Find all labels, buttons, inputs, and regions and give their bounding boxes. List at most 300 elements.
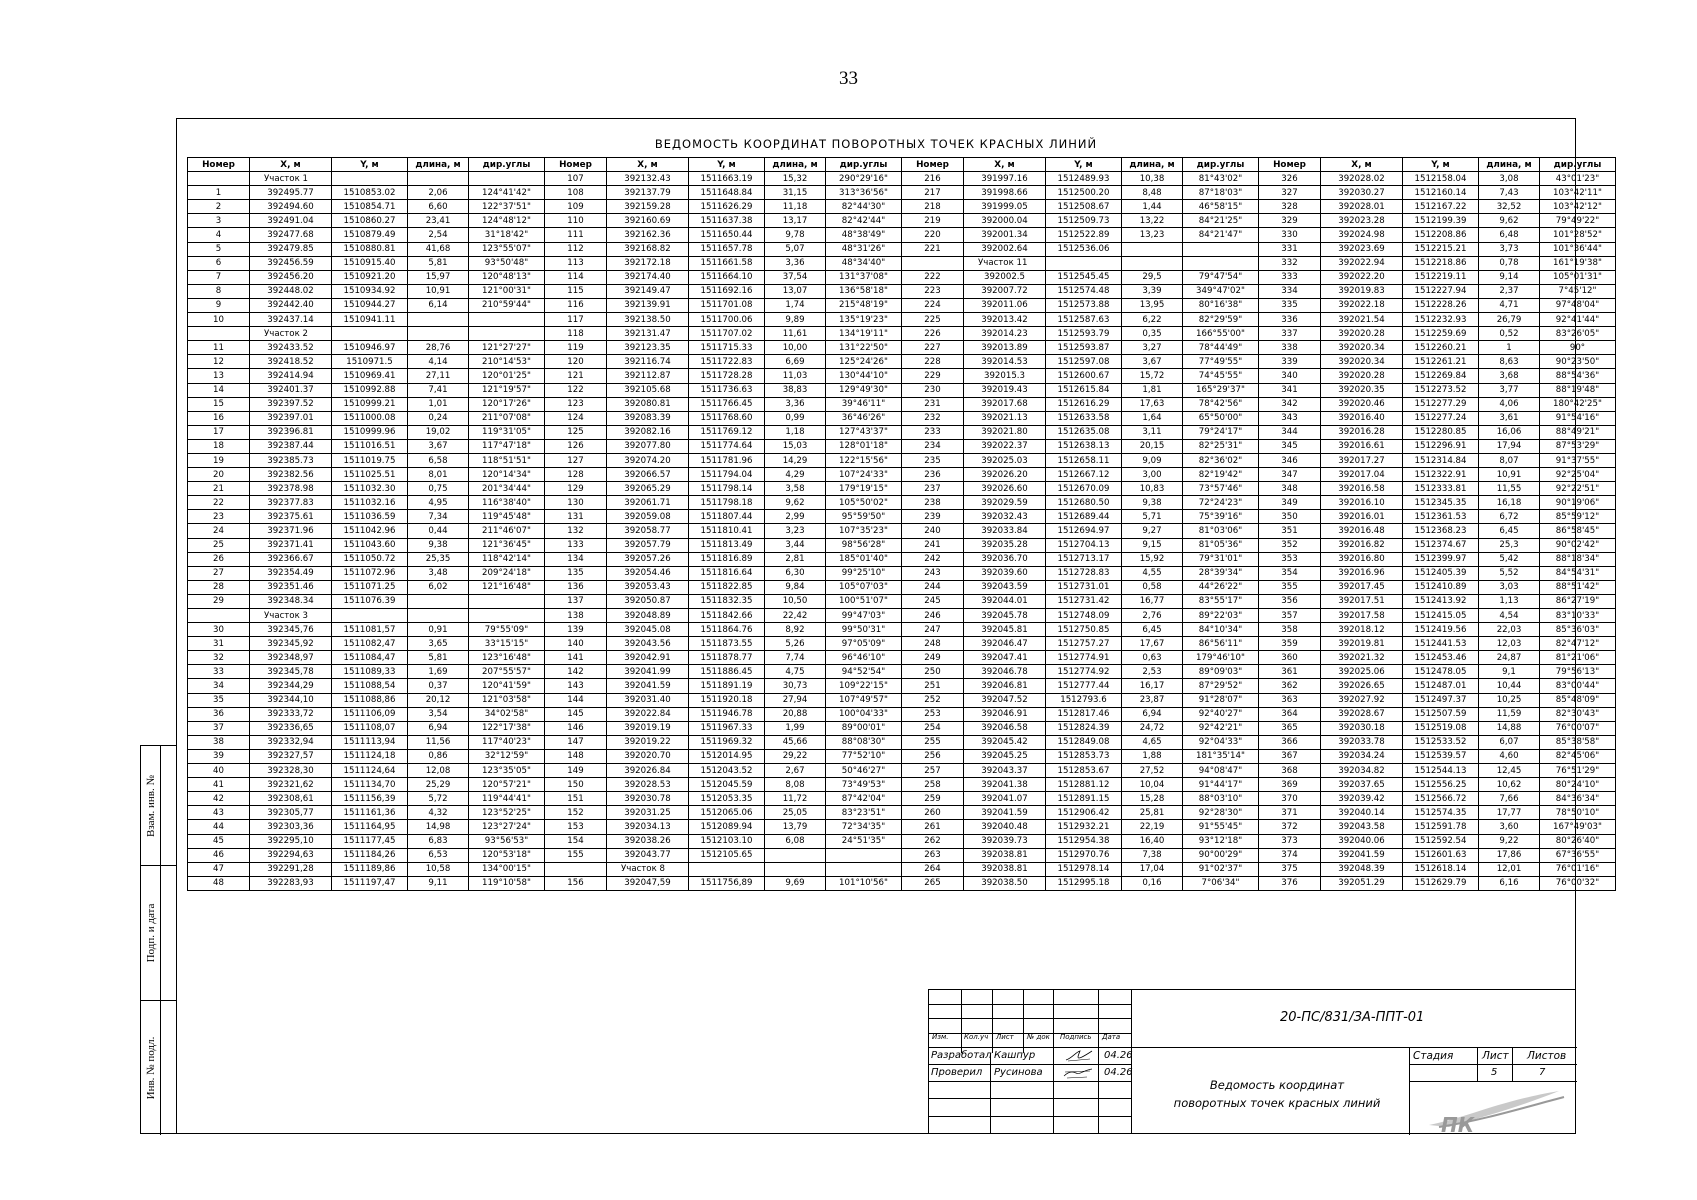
- table-cell: 1512277.24: [1403, 411, 1479, 425]
- table-cell: 1512053.35: [689, 792, 765, 806]
- table-cell: 1511113,94: [332, 735, 408, 749]
- table-cell: 87°42'04": [826, 792, 902, 806]
- table-cell: 392456.20: [250, 270, 332, 284]
- table-cell: 392396.81: [250, 425, 332, 439]
- table-cell: [1122, 256, 1183, 270]
- column-header: Номер: [188, 158, 250, 172]
- table-cell: 1,18: [765, 425, 826, 439]
- table-cell: 108: [545, 186, 607, 200]
- table-cell: 392017.04: [1321, 468, 1403, 482]
- table-row: [188, 172, 1616, 186]
- table-cell: 34: [188, 679, 250, 693]
- table-cell: 88°08'30": [826, 735, 902, 749]
- table-cell: 1512227.94: [1403, 284, 1479, 298]
- table-cell: 238: [902, 496, 964, 510]
- table-cell: 392495.77: [250, 186, 332, 200]
- table-cell: 392047.52: [964, 693, 1046, 707]
- table-cell: 375: [1259, 862, 1321, 876]
- table-row: [188, 665, 1616, 679]
- table-cell: 1512591.78: [1403, 820, 1479, 834]
- table-cell: 237: [902, 482, 964, 496]
- table-cell: 1,64: [1122, 411, 1183, 425]
- table-cell: 107°49'57": [826, 693, 902, 707]
- table-row: [188, 496, 1616, 510]
- table-cell: 231: [902, 397, 964, 411]
- table-cell: 25,35: [408, 552, 469, 566]
- table-cell: 4,75: [765, 665, 826, 679]
- table-cell: 252: [902, 693, 964, 707]
- table-cell: 392021.32: [1321, 651, 1403, 665]
- table-cell: 6,94: [1122, 707, 1183, 721]
- table-cell: 1512259.69: [1403, 327, 1479, 341]
- table-cell: 75°39'16": [1183, 510, 1259, 524]
- table-cell: 7°06'34": [1183, 876, 1259, 890]
- table-cell: 392034.13: [607, 820, 689, 834]
- table-cell: 11,72: [765, 792, 826, 806]
- table-cell: 15: [188, 397, 250, 411]
- table-cell: 123°16'48": [469, 651, 545, 665]
- table-cell: 1512629.79: [1403, 876, 1479, 890]
- table-cell: 179°46'10": [1183, 651, 1259, 665]
- column-header: дир.углы: [469, 158, 545, 172]
- table-cell: 119°45'48": [469, 510, 545, 524]
- table-cell: 1511084,47: [332, 651, 408, 665]
- table-cell: 145: [545, 707, 607, 721]
- table-cell: [408, 327, 469, 341]
- list-value: 5: [1491, 1067, 1498, 1078]
- table-cell: 79°47'54": [1183, 270, 1259, 284]
- table-cell: 392028.01: [1321, 200, 1403, 214]
- table-cell: 79°31'01": [1183, 552, 1259, 566]
- table-cell: 7°45'12": [1540, 284, 1616, 298]
- table-row: [188, 806, 1616, 820]
- table-cell: 1512277.29: [1403, 397, 1479, 411]
- table-cell: 112: [545, 242, 607, 256]
- table-cell: 1511648.84: [689, 186, 765, 200]
- table-cell: 340: [1259, 369, 1321, 383]
- table-cell: 1511701.08: [689, 298, 765, 312]
- table-cell: 80°16'38": [1183, 298, 1259, 312]
- table-cell: 4,55: [1122, 566, 1183, 580]
- table-cell: 392026.20: [964, 468, 1046, 482]
- table-cell: 392041.59: [607, 679, 689, 693]
- table-cell: 29: [188, 594, 250, 608]
- table-cell: 350: [1259, 510, 1321, 524]
- table-row: [188, 214, 1616, 228]
- table-cell: 90°19'06": [1540, 496, 1616, 510]
- table-cell: 392054.46: [607, 566, 689, 580]
- table-cell: 17,86: [1479, 848, 1540, 862]
- table-cell: 92°04'33": [1183, 735, 1259, 749]
- table-cell: 392437.14: [250, 313, 332, 327]
- table-cell: 90°: [1540, 341, 1616, 355]
- table-cell: 392031.25: [607, 806, 689, 820]
- table-cell: 392045.81: [964, 623, 1046, 637]
- table-cell: 17,67: [1122, 637, 1183, 651]
- table-cell: 1512103.10: [689, 834, 765, 848]
- table-cell: 1511089,33: [332, 665, 408, 679]
- table-cell: 313°36'56": [826, 186, 902, 200]
- table-cell: 220: [902, 228, 964, 242]
- table-cell: 91°55'45": [1183, 820, 1259, 834]
- table-cell: 48: [188, 876, 250, 890]
- table-cell: 1512065.06: [689, 806, 765, 820]
- table-cell: 392031.40: [607, 693, 689, 707]
- table-cell: 8,92: [765, 623, 826, 637]
- table-cell: 392025.06: [1321, 665, 1403, 679]
- table-cell: 392041.99: [607, 665, 689, 679]
- table-cell: 392057.26: [607, 552, 689, 566]
- table-cell: 1512881.12: [1046, 778, 1122, 792]
- table-cell: 392016.58: [1321, 482, 1403, 496]
- table-cell: 392397.52: [250, 397, 332, 411]
- table-cell: 3,65: [408, 637, 469, 651]
- table-cell: 22: [188, 496, 250, 510]
- table-cell: 1512635.08: [1046, 425, 1122, 439]
- table-cell: 1,99: [765, 721, 826, 735]
- table-cell: 1511134,70: [332, 778, 408, 792]
- table-cell: 91°54'16": [1540, 411, 1616, 425]
- table-cell: 1511807.44: [689, 510, 765, 524]
- table-cell: [408, 594, 469, 608]
- table-cell: 3,11: [1122, 425, 1183, 439]
- table-cell: 260: [902, 806, 964, 820]
- table-cell: 392077.80: [607, 439, 689, 453]
- table-cell: 4,60: [1479, 749, 1540, 763]
- table-cell: 1511768.60: [689, 411, 765, 425]
- table-cell: 116: [545, 298, 607, 312]
- table-cell: 1511756,89: [689, 876, 765, 890]
- table-cell: 105°01'31": [1540, 270, 1616, 284]
- name-developer: Кашпур: [994, 1050, 1036, 1061]
- table-cell: 1512273.52: [1403, 383, 1479, 397]
- table-cell: 85°38'58": [1540, 735, 1616, 749]
- column-header: длина, м: [765, 158, 826, 172]
- table-cell: 14: [188, 383, 250, 397]
- table-cell: 124°48'12": [469, 214, 545, 228]
- col-izm: Изм.: [932, 1033, 949, 1041]
- table-cell: 22,42: [765, 609, 826, 623]
- table-cell: 121°00'31": [469, 284, 545, 298]
- table-cell: 392048.39: [1321, 862, 1403, 876]
- table-cell: 39: [188, 749, 250, 763]
- table-row: [188, 355, 1616, 369]
- table-cell: 93°12'18": [1183, 834, 1259, 848]
- table-cell: 20,12: [408, 693, 469, 707]
- table-cell: 11,18: [765, 200, 826, 214]
- stadia-label: Стадия: [1413, 1050, 1454, 1062]
- table-cell: 6,45: [1122, 623, 1183, 637]
- table-row: [188, 707, 1616, 721]
- table-cell: 392014.53: [964, 355, 1046, 369]
- table-cell: 1511106,09: [332, 707, 408, 721]
- table-cell: 1512849.08: [1046, 735, 1122, 749]
- table-cell: 392020.46: [1321, 397, 1403, 411]
- table-cell: [689, 862, 765, 876]
- table-cell: 392149.47: [607, 284, 689, 298]
- table-cell: 392043.77: [607, 848, 689, 862]
- side-stamp: [140, 745, 176, 1134]
- table-cell: 135: [545, 566, 607, 580]
- table-cell: 5,71: [1122, 510, 1183, 524]
- table-cell: [332, 172, 408, 186]
- table-cell: 36°46'26": [826, 411, 902, 425]
- table-cell: 217: [902, 186, 964, 200]
- table-row: [188, 721, 1616, 735]
- table-cell: 135°19'23": [826, 313, 902, 327]
- table-cell: 371: [1259, 806, 1321, 820]
- table-cell: 4,32: [408, 806, 469, 820]
- table-cell: 331: [1259, 242, 1321, 256]
- table-cell: 82°47'12": [1540, 637, 1616, 651]
- table-cell: 1,01: [408, 397, 469, 411]
- table-cell: 354: [1259, 566, 1321, 580]
- table-cell: 15,92: [1122, 552, 1183, 566]
- table-cell: 3,23: [765, 524, 826, 538]
- table-cell: 121°27'27": [469, 341, 545, 355]
- table-cell: 392162.36: [607, 228, 689, 242]
- table-row: [188, 397, 1616, 411]
- table-cell: 362: [1259, 679, 1321, 693]
- table-cell: 39°46'11": [826, 397, 902, 411]
- table-cell: 357: [1259, 609, 1321, 623]
- table-cell: 81°21'06": [1540, 651, 1616, 665]
- table-cell: Участок 2: [250, 327, 332, 341]
- table-cell: 392074.20: [607, 453, 689, 467]
- table-cell: 79°55'09": [469, 623, 545, 637]
- table-cell: 3,68: [1479, 369, 1540, 383]
- table-cell: 392036.70: [964, 552, 1046, 566]
- table-cell: 1511798.18: [689, 496, 765, 510]
- table-cell: 392046.91: [964, 707, 1046, 721]
- table-cell: 88°54'36": [1540, 369, 1616, 383]
- table-cell: 9,62: [1479, 214, 1540, 228]
- table-cell: 88°51'42": [1540, 580, 1616, 594]
- table-cell: 335: [1259, 298, 1321, 312]
- table-cell: 1512600.67: [1046, 369, 1122, 383]
- table-cell: 1512757.27: [1046, 637, 1122, 651]
- table-cell: 12,03: [1479, 637, 1540, 651]
- table-cell: 392048.89: [607, 609, 689, 623]
- table-cell: 349: [1259, 496, 1321, 510]
- table-cell: 5,52: [1479, 566, 1540, 580]
- table-cell: 3,48: [408, 566, 469, 580]
- table-cell: 392029.59: [964, 496, 1046, 510]
- table-cell: 24,87: [1479, 651, 1540, 665]
- table-cell: 161°19'38": [1540, 256, 1616, 270]
- table-cell: 392021.54: [1321, 313, 1403, 327]
- table-cell: 392017.68: [964, 397, 1046, 411]
- table-cell: 121°03'58": [469, 693, 545, 707]
- table-cell: 12,01: [1479, 862, 1540, 876]
- table-cell: 1512853.73: [1046, 749, 1122, 763]
- table-cell: 5,07: [765, 242, 826, 256]
- table-cell: 251: [902, 679, 964, 693]
- table-cell: 76°00'32": [1540, 876, 1616, 890]
- table-cell: 7: [188, 270, 250, 284]
- table-cell: 24: [188, 524, 250, 538]
- table-cell: 95°59'50": [826, 510, 902, 524]
- table-cell: 223: [902, 284, 964, 298]
- table-cell: 1512314.84: [1403, 453, 1479, 467]
- table-cell: Участок 1: [250, 172, 332, 186]
- table-cell: 392022.18: [1321, 298, 1403, 312]
- table-cell: 1511794.04: [689, 468, 765, 482]
- table-cell: 17: [188, 425, 250, 439]
- page-number: 33: [839, 68, 858, 89]
- table-cell: 10,04: [1122, 778, 1183, 792]
- table-cell: 3,08: [1479, 172, 1540, 186]
- table-cell: 392018.12: [1321, 623, 1403, 637]
- table-cell: 366: [1259, 735, 1321, 749]
- table-cell: 113: [545, 256, 607, 270]
- table-cell: 1511189,86: [332, 862, 408, 876]
- table-cell: 37,54: [765, 270, 826, 284]
- table-cell: 1511798.14: [689, 482, 765, 496]
- table-cell: [826, 862, 902, 876]
- table-cell: 16,77: [1122, 594, 1183, 608]
- table-cell: 123°52'25": [469, 806, 545, 820]
- table-cell: 83°23'51": [826, 806, 902, 820]
- table-cell: 207°55'57": [469, 665, 545, 679]
- table-cell: 130: [545, 496, 607, 510]
- side-label-inv: Инв. № подл.: [144, 1036, 157, 1100]
- table-cell: 8: [188, 284, 250, 298]
- table-cell: 1512322.91: [1403, 468, 1479, 482]
- table-cell: 1512774.91: [1046, 651, 1122, 665]
- table-cell: 392328,30: [250, 764, 332, 778]
- table-cell: 9,38: [1122, 496, 1183, 510]
- table-cell: 73°57'46": [1183, 482, 1259, 496]
- table-cell: 98°56'28": [826, 538, 902, 552]
- table-cell: 1511967.33: [689, 721, 765, 735]
- table-cell: 341: [1259, 383, 1321, 397]
- table-cell: 392011.06: [964, 298, 1046, 312]
- table-cell: 1511124,64: [332, 764, 408, 778]
- table-cell: 81°43'02": [1183, 172, 1259, 186]
- table-cell: 392045.42: [964, 735, 1046, 749]
- table-cell: Участок 11: [964, 256, 1046, 270]
- table-cell: 1512199.39: [1403, 214, 1479, 228]
- table-cell: 392397.01: [250, 411, 332, 425]
- table-cell: 1512167.22: [1403, 200, 1479, 214]
- table-cell: 3,44: [765, 538, 826, 552]
- table-cell: 392045.25: [964, 749, 1046, 763]
- table-cell: 392043.58: [1321, 820, 1403, 834]
- table-cell: 121°36'45": [469, 538, 545, 552]
- table-cell: 392016.96: [1321, 566, 1403, 580]
- table-cell: 149: [545, 764, 607, 778]
- table-cell: 1512616.29: [1046, 397, 1122, 411]
- table-cell: 4,54: [1479, 609, 1540, 623]
- table-cell: 392061.71: [607, 496, 689, 510]
- table-cell: 154: [545, 834, 607, 848]
- table-cell: 5,81: [408, 651, 469, 665]
- table-cell: 1512345.35: [1403, 496, 1479, 510]
- table-cell: 1512158.04: [1403, 172, 1479, 186]
- table-cell: 6,53: [408, 848, 469, 862]
- table-cell: 392038.81: [964, 848, 1046, 862]
- table-cell: 134: [545, 552, 607, 566]
- table-cell: 1510946.97: [332, 341, 408, 355]
- table-cell: 118°51'51": [469, 453, 545, 467]
- table-cell: 360: [1259, 651, 1321, 665]
- table-cell: 392040.06: [1321, 834, 1403, 848]
- table-cell: 392083.39: [607, 411, 689, 425]
- table-cell: 1511016.51: [332, 439, 408, 453]
- table-cell: 1512215.21: [1403, 242, 1479, 256]
- table-cell: 2,06: [408, 186, 469, 200]
- table-cell: [469, 609, 545, 623]
- table-cell: 1511088,86: [332, 693, 408, 707]
- table-cell: 0,99: [765, 411, 826, 425]
- table-cell: 1510969.41: [332, 369, 408, 383]
- table-cell: 9,62: [765, 496, 826, 510]
- table-cell: [1183, 256, 1259, 270]
- table-cell: 23,41: [408, 214, 469, 228]
- table-cell: 233: [902, 425, 964, 439]
- table-cell: 1510880.81: [332, 242, 408, 256]
- table-cell: [469, 172, 545, 186]
- table-cell: 392038.50: [964, 876, 1046, 890]
- table-cell: 0,78: [1479, 256, 1540, 270]
- table-cell: 1512544.13: [1403, 764, 1479, 778]
- table-cell: 1,44: [1122, 200, 1183, 214]
- table-cell: 6,14: [408, 298, 469, 312]
- table-cell: 20: [188, 468, 250, 482]
- table-cell: 392491.04: [250, 214, 332, 228]
- table-cell: 392033.78: [1321, 735, 1403, 749]
- table-cell: 1512970.76: [1046, 848, 1122, 862]
- table-cell: 1511886.45: [689, 665, 765, 679]
- table-cell: 17,63: [1122, 397, 1183, 411]
- table-cell: 80°24'10": [1540, 778, 1616, 792]
- table-cell: 92°41'44": [1540, 313, 1616, 327]
- table-cell: 120°17'26": [469, 397, 545, 411]
- table-cell: 32°12'59": [469, 749, 545, 763]
- table-cell: 392371.96: [250, 524, 332, 538]
- table-cell: 22,19: [1122, 820, 1183, 834]
- table-cell: 137: [545, 594, 607, 608]
- table-row: [188, 735, 1616, 749]
- table-cell: 1511637.38: [689, 214, 765, 228]
- table-cell: 15,97: [408, 270, 469, 284]
- table-cell: 392082.16: [607, 425, 689, 439]
- table-cell: 3,36: [765, 397, 826, 411]
- table-cell: 6,72: [1479, 510, 1540, 524]
- table-cell: 1512539.57: [1403, 749, 1479, 763]
- table-cell: 1512413.92: [1403, 594, 1479, 608]
- table-cell: [469, 313, 545, 327]
- table-cell: 0,52: [1479, 327, 1540, 341]
- table-cell: 392044.01: [964, 594, 1046, 608]
- table-cell: 97°05'09": [826, 637, 902, 651]
- table-cell: 38,83: [765, 383, 826, 397]
- table-cell: 1512368.23: [1403, 524, 1479, 538]
- table-cell: 10,38: [1122, 172, 1183, 186]
- table-cell: 5,72: [408, 792, 469, 806]
- column-header: Номер: [545, 158, 607, 172]
- table-cell: 31,15: [765, 186, 826, 200]
- table-row: [188, 651, 1616, 665]
- table-cell: 1512419.56: [1403, 623, 1479, 637]
- table-cell: 92°28'30": [1183, 806, 1259, 820]
- table-cell: 13: [188, 369, 250, 383]
- table-cell: 392058.77: [607, 524, 689, 538]
- table-cell: 392351.46: [250, 580, 332, 594]
- table-cell: 81°05'36": [1183, 538, 1259, 552]
- table-cell: 392028.67: [1321, 707, 1403, 721]
